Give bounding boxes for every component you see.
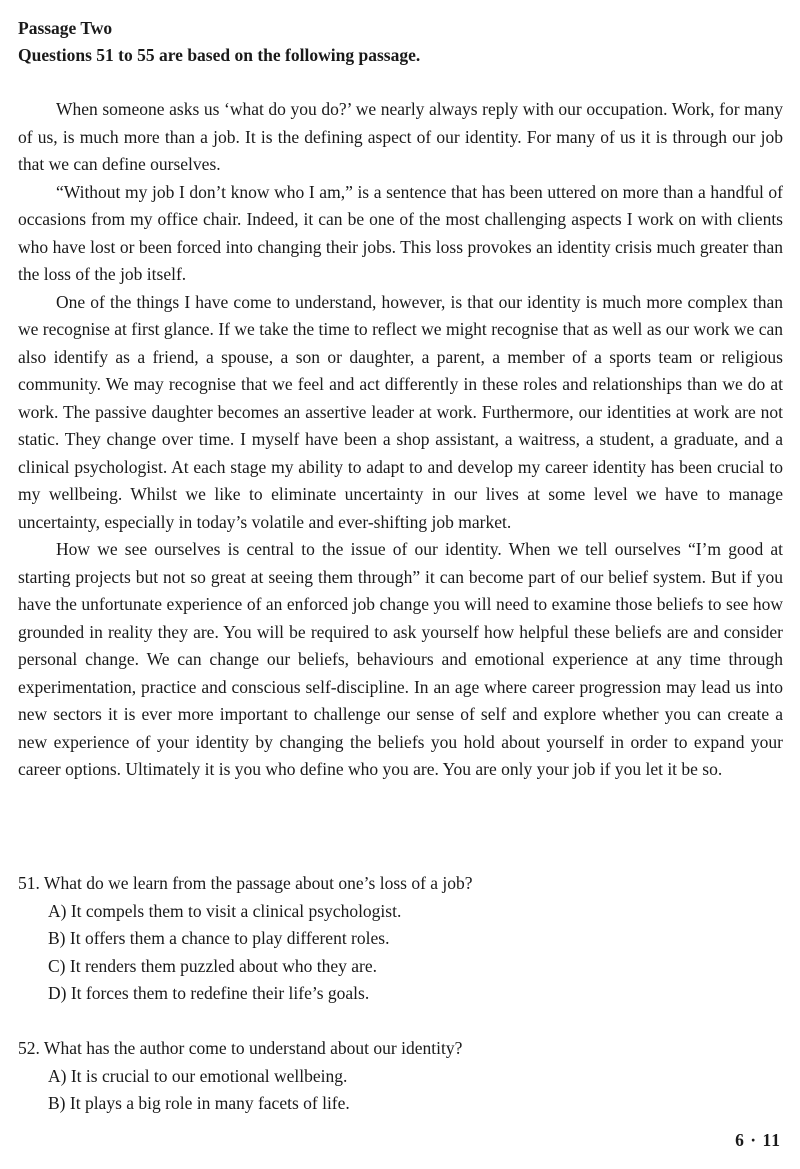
passage-header [18, 15, 420, 69]
section-title: Passage Two [18, 18, 113, 38]
question-stem: 52. What has the author come to understand about our identity? [18, 1038, 463, 1058]
question-52 [18, 1035, 783, 1118]
paragraph: When someone asks us ‘what do you do?’ we nearly always reply with our occupation. Work, for many of us, is much more than a job. It is the defining aspect of our identity. For many of us it is through our job that we can define ourselves. [18, 99, 783, 174]
paragraph: One of the things I have come to understand, however, is that our identity is much more complex than we recognise at first glance. If we take the time to reflect we might recognise that as well as our work we can also identify as a friend, a spouse, a son or daughter, a parent, a member of a sports team or religious community. We may recognise that we feel and act differently in these roles and relationships than we do at work. The passive daughter becomes an assertive leader at work. Furthermore, our identities at work are not static. They change over time. I myself have been a shop assistant, a waitress, a student, a graduate, and a clinical psychologist. At each stage my ability to adapt to and develop my career identity has been crucial to my wellbeing. Whilst we like to eliminate uncertainty in our lives at some level we have to manage uncertainty, especially in today’s volatile and ever-shifting job market. [18, 291, 783, 532]
page-number: 6 · 11 [735, 1130, 781, 1150]
option-a: A) It is crucial to our emotional wellbeing. [48, 1065, 348, 1086]
option-b: B) It offers them a chance to play different roles. [48, 928, 390, 948]
paragraph: “Without my job I don’t know who I am,” is a sentence that has been uttered on more than a handful of occasions from my office chair. Indeed, it can be one of the most challenging aspects I work on with clients who have lost or been forced into changing their jobs. This loss provokes an identity crisis much greater than the loss of the job itself. [18, 181, 783, 284]
passage-body [18, 96, 783, 784]
instruction-text: Questions 51 to 55 are based on the following passage. [18, 45, 421, 65]
question-stem: 51. What do we learn from the passage about one’s loss of a job? [18, 873, 473, 893]
option-b: B) It plays a big role in many facets of life. [48, 1093, 350, 1113]
option-c: C) It renders them puzzled about who they are. [48, 955, 377, 976]
paragraph: How we see ourselves is central to the issue of our identity. When we tell ourselves “I’m good at starting projects but not so great at seeing them through” it can become part of our belief system. But if you have the unfortunate experience of an enforced job change you will need to examine those beliefs to see how grounded in reality they are. You will be required to ask yourself how helpful these beliefs are and consider personal change. We can change our beliefs, behaviours and emotional experience at any time through experimentation, practice and conscious self-discipline. In an age where career progression may lead us into new sectors it is ever more important to challenge our sense of self and explore whether you can create a new experience of your identity by changing the beliefs you hold about yourself in order to expand your career options. Ultimately it is you who define who you are. You are only your job if you let it be so. [18, 539, 783, 779]
question-51 [18, 870, 783, 1008]
option-a: A) It compels them to visit a clinical psychologist. [48, 900, 402, 921]
option-d: D) It forces them to redefine their life’s goals. [48, 983, 370, 1003]
